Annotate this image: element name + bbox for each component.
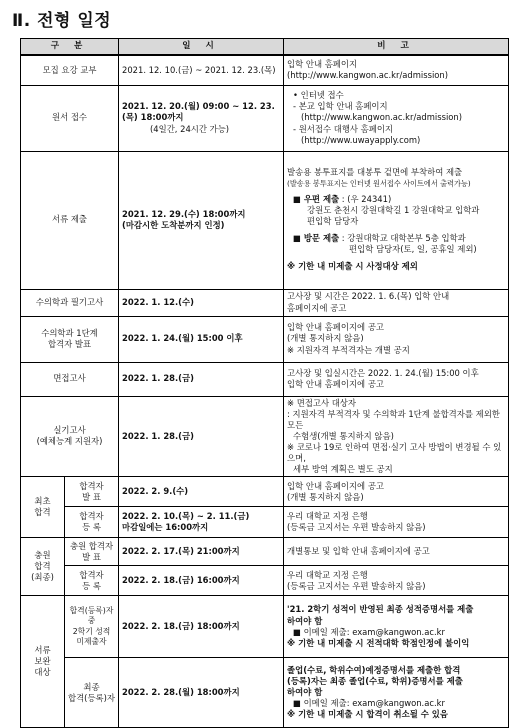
table-row <box>21 477 509 507</box>
row-note: 우리 대학교 지정 은행 (등록금 고지서는 우편 발송하지 않음) <box>284 566 509 596</box>
header-remarks: 비 고 <box>284 39 509 56</box>
table-row <box>21 507 509 538</box>
table-row <box>21 658 509 728</box>
row-note: ※ 면접고사 대상자 : 지원자격 부적격자 및 수의학과 1단계 불합격자를 제외한 모든 수험생(개별 통지하지 않음) ※ 코로나 19로 인하여 면접·실기 고사 방법이 변경될 수 있으며, 세부 방역 계획은 별도 공지 <box>284 396 509 477</box>
table-row <box>21 55 509 85</box>
group-label-additional-pass: 충원 합격 (최종) <box>21 538 65 596</box>
row-note: 개별통보 및 입학 안내 홈페이지에 공고 <box>284 538 509 566</box>
row-note: 고사장 및 시간은 2022. 1. 6.(목) 입학 안내 홈페이지에 공고 <box>284 289 509 316</box>
row-date: 2021. 12. 20.(월) 09:00 ~ 12. 23. (목) 18:00까지 (4일간, 24시간 가능) <box>119 85 284 151</box>
row-label: 합격자 발 표 <box>65 477 119 507</box>
row-note: 고사장 및 입실시간은 2022. 1. 24.(월) 15:00 이후 입학 안내 홈페이지에 공고 <box>284 362 509 396</box>
warning-text: ※ 기한 내 미제출 시 사정대상 제외 <box>287 261 418 272</box>
schedule-table <box>20 38 509 728</box>
row-label: 합격자 등 록 <box>65 507 119 538</box>
header-category: 구 분 <box>21 39 119 56</box>
row-note: 발송용 봉투표지를 대봉투 겉면에 부착하여 제출 (발송용 봉투표지는 인터넷 원서접수 사이트에서 출력가능) ■ 우편 제출 : (우 24341) 강원도 춘천시 강원대학길 1 강원대학교 입학과 편입학 담당자 ■ 방문 제출 : 강원대학교 대학본부 5층 입학과 편입학 담당자(토, 일, 공휴일 제외) ※ 기한 내 미제출 시 사정대상 제외 <box>284 151 509 289</box>
warning-text: ※ 기한 내 미제출 시 합격이 취소될 수 있음 <box>287 709 448 720</box>
row-label: 합격(등록)자 중 2학기 성적 미제출자 <box>65 596 119 658</box>
table-row <box>21 85 509 151</box>
row-date: 2022. 2. 9.(수) <box>119 477 284 507</box>
table-row <box>21 316 509 362</box>
table-row <box>21 289 509 316</box>
row-note: '21. 2학기 성적이 반영된 최종 성적증명서를 제출 하여야 함 ■ 이메일 제출: exam@kangwon.ac.kr ※ 기한 내 미제출 시 전적대학 학점인정에 불이익 <box>284 596 509 658</box>
row-date: 2022. 2. 18.(금) 16:00까지 <box>119 566 284 596</box>
table-row <box>21 151 509 289</box>
group-label-document-supplement: 서류 보완 대상 <box>21 596 65 728</box>
row-note: 졸업(수료, 학위수여)예정증명서를 제출한 합격 (등록)자는 최종 졸업(수료, 학위)증명서를 제출 하여야 함 ■ 이메일 제출: exam@kangwon.ac.kr ※ 기한 내 미제출 시 합격이 취소될 수 있음 <box>284 658 509 728</box>
row-label: 수의학과 1단계 합격자 발표 <box>21 316 119 362</box>
row-label: 충원 합격자 발 표 <box>65 538 119 566</box>
row-date: 2021. 12. 10.(금) ~ 2021. 12. 23.(목) <box>119 55 284 85</box>
warning-text: ※ 기한 내 미제출 시 전적대학 학점인정에 불이익 <box>287 637 470 648</box>
row-date: 2022. 1. 12.(수) <box>119 289 284 316</box>
group-label-first-pass: 최초 합격 <box>21 477 65 538</box>
row-date: 2022. 1. 28.(금) <box>119 396 284 477</box>
row-label: 서류 제출 <box>21 151 119 289</box>
row-label: 원서 접수 <box>21 85 119 151</box>
row-label: 실기고사 (예체능계 지원자) <box>21 396 119 477</box>
row-label: 최종 합격(등록)자 <box>65 658 119 728</box>
table-header-row <box>21 39 509 56</box>
section-title: Ⅱ. 전형 일정 <box>12 11 112 31</box>
row-label: 합격자 등 록 <box>65 566 119 596</box>
row-date: 2021. 12. 29.(수) 18:00까지 (마감시한 도착분까지 인정) <box>119 151 284 289</box>
row-note: 우리 대학교 지정 은행 (등록금 고지서는 우편 발송하지 않음) <box>284 507 509 538</box>
table-row <box>21 538 509 566</box>
table-row <box>21 596 509 658</box>
row-note: 입학 안내 홈페이지 (http://www.kangwon.ac.kr/admission) <box>284 55 509 85</box>
row-note: 입학 안내 홈페이지에 공고 (개별 통지하지 않음) <box>284 477 509 507</box>
row-date: 2022. 2. 10.(목) ~ 2. 11.(금) 마감일에는 16:00까지 <box>119 507 284 538</box>
row-date: 2022. 2. 18.(금) 18:00까지 <box>119 596 284 658</box>
row-label: 면접고사 <box>21 362 119 396</box>
header-datetime: 일 시 <box>119 39 284 56</box>
row-date: 2022. 2. 17.(목) 21:00까지 <box>119 538 284 566</box>
row-date: 2022. 1. 28.(금) <box>119 362 284 396</box>
row-date: 2022. 2. 28.(월) 18:00까지 <box>119 658 284 728</box>
table-row <box>21 566 509 596</box>
row-date: 2022. 1. 24.(월) 15:00 이후 <box>119 316 284 362</box>
row-label: 모집 요강 교부 <box>21 55 119 85</box>
row-note: • 인터넷 접수 - 본교 입학 안내 홈페이지 (http://www.kangwon.ac.kr/admission) - 원서접수 대행사 홈페이지 (http://www.uwayapply.com) <box>284 85 509 151</box>
table-row <box>21 396 509 477</box>
row-note: 입학 안내 홈페이지에 공고 (개별 통지하지 않음) ※ 지원자격 부적격자는 개별 공지 <box>284 316 509 362</box>
table-row <box>21 362 509 396</box>
row-label: 수의학과 필기고사 <box>21 289 119 316</box>
